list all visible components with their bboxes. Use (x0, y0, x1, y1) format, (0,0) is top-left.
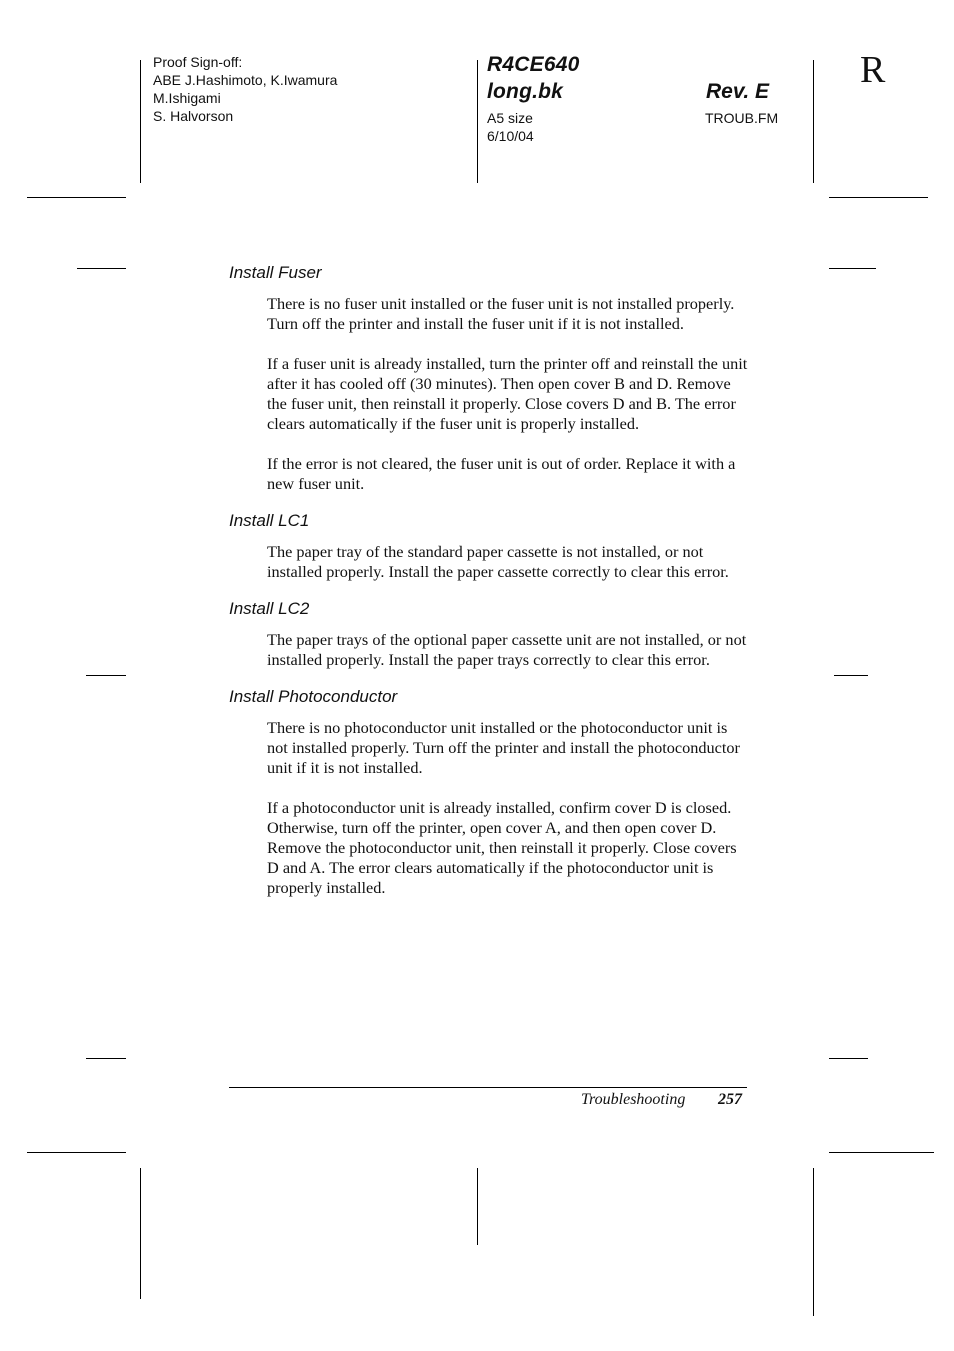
crop-mark (829, 197, 928, 198)
paragraph: If a photoconductor unit is already installed, confirm cover D is closed. Otherwise, turn off the printer, open cover A, and then open cover D. Remove the photoconductor unit, then reinstall it properly. Close covers D and A. The error clears automatically if the photoconductor unit is properly installed. (267, 798, 737, 897)
paragraph: The paper tray of the standard paper cassette is not installed, or not installed properly. Install the paper cassette correctly to clear this error. (267, 542, 729, 581)
crop-mark (86, 1058, 126, 1059)
paragraph: If a fuser unit is already installed, turn the printer off and reinstall the unit after it has cooled off (30 minutes). Then open cover B and D. Remove the fuser unit, then reinstall it properly. Close covers D and B. The error clears automatically if the fuser unit is properly installed. (267, 354, 748, 433)
paragraph: If the error is not cleared, the fuser unit is out of order. Replace it with a new fuser unit. (267, 454, 736, 493)
crop-mark (829, 1058, 868, 1059)
section-install-photoconductor (229, 686, 749, 898)
paragraph: The paper trays of the optional paper cassette unit are not installed, or not installed properly. Install the paper trays correctly to clear this error. (267, 630, 747, 669)
proof-line: M.Ishigami (153, 90, 221, 106)
book-name: long.bk (487, 80, 564, 103)
paper-size: A5 size (487, 110, 533, 126)
proof-line: Proof Sign-off: (153, 54, 243, 70)
crop-mark (140, 1168, 141, 1299)
corner-letter: R (860, 49, 886, 91)
section-heading: Install LC1 (229, 511, 310, 530)
proof-line: S. Halvorson (153, 108, 234, 124)
footer-rule (229, 1087, 747, 1088)
document-code (487, 51, 579, 105)
paragraph: There is no photoconductor unit installed or the photoconductor unit is not installed properly. Turn off the printer and install the photoconductor unit if it is not installed. (267, 718, 740, 777)
revision: Rev. E (706, 80, 770, 103)
crop-mark (813, 60, 814, 183)
proof-line: ABE J.Hashimoto, K.Iwamura (153, 72, 338, 88)
paper-meta (487, 109, 534, 145)
file-name: TROUB.FM (705, 110, 779, 126)
crop-mark (140, 60, 141, 183)
page-content (229, 262, 749, 898)
footer-section-title: Troubleshooting (581, 1091, 686, 1108)
crop-mark (86, 675, 126, 676)
paragraph: There is no fuser unit installed or the fuser unit is not installed properly. Turn off the printer and install the fuser unit if it is not installed. (267, 294, 735, 333)
proof-signoff (153, 53, 337, 125)
section-heading: Install Fuser (229, 263, 322, 282)
print-date: 6/10/04 (487, 128, 534, 144)
crop-mark (27, 1152, 126, 1153)
section-heading: Install LC2 (229, 599, 310, 618)
page-number: 257 (718, 1091, 742, 1108)
crop-mark (477, 60, 478, 183)
crop-mark (834, 675, 868, 676)
crop-mark (829, 268, 876, 269)
section-heading: Install Photoconductor (229, 687, 398, 706)
crop-mark (477, 1168, 478, 1245)
code-line: R4CE640 (487, 53, 580, 76)
crop-mark (829, 1152, 934, 1153)
section-install-lc2 (229, 598, 749, 670)
crop-mark (77, 268, 126, 269)
crop-mark (27, 197, 126, 198)
section-install-fuser (229, 262, 749, 494)
section-install-lc1 (229, 510, 749, 582)
crop-mark (813, 1168, 814, 1316)
